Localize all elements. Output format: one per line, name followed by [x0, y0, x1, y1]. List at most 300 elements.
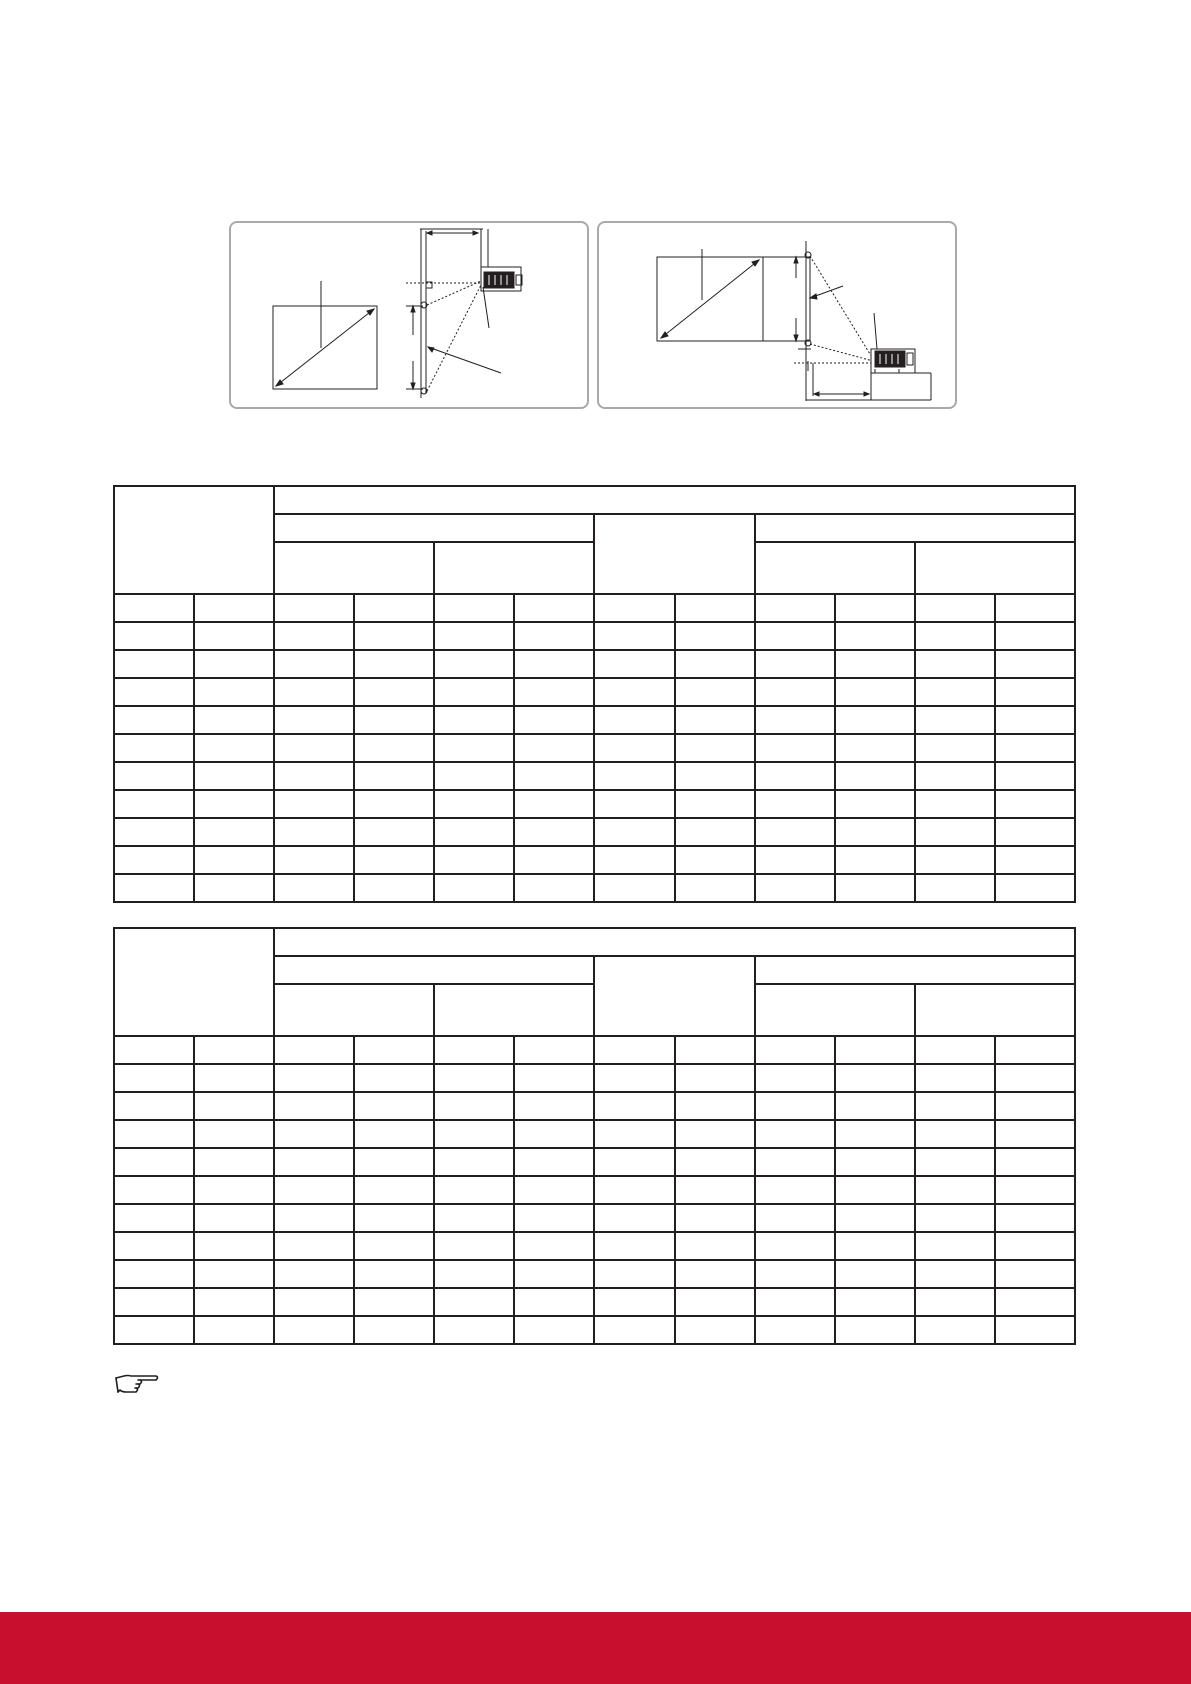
table-row: [114, 1176, 1075, 1204]
table-cell: [995, 1148, 1075, 1176]
table-cell: [995, 1204, 1075, 1232]
table-header-cell: [915, 542, 1075, 594]
table-cell: [354, 1036, 434, 1064]
diagonal-arrow: [276, 309, 374, 386]
table-header-cell: [755, 956, 1075, 984]
table-cell: [594, 1036, 674, 1064]
table-cell: [514, 1232, 594, 1260]
table-cell: [434, 1260, 514, 1288]
table-cell: [915, 706, 995, 734]
table-cell: [594, 1204, 674, 1232]
table-cell: [114, 678, 194, 706]
table-cell: [434, 1120, 514, 1148]
table-cell: [915, 1064, 995, 1092]
table-cell: [114, 1064, 194, 1092]
table-row: [114, 1260, 1075, 1288]
table-cell: [915, 846, 995, 874]
table-cell: [514, 762, 594, 790]
table-cell: [755, 622, 835, 650]
table-cell: [755, 1176, 835, 1204]
table-cell: [114, 846, 194, 874]
table-header-cell: [274, 542, 434, 594]
table-cell: [114, 1232, 194, 1260]
table-cell: [514, 1316, 594, 1344]
table-cell: [514, 594, 594, 622]
table-cell: [995, 1092, 1075, 1120]
table-cell: [675, 622, 755, 650]
table-header-cell: [274, 486, 1075, 514]
table-cell: [835, 1092, 915, 1120]
table-header-cell: [114, 928, 274, 1036]
table-cell: [434, 818, 514, 846]
table-cell: [114, 1148, 194, 1176]
table-cell: [755, 650, 835, 678]
table-cell: [594, 1092, 674, 1120]
table-cell: [995, 1036, 1075, 1064]
table-cell: [755, 874, 835, 902]
table-cell: [675, 1288, 755, 1316]
table-header-cell: [594, 956, 754, 1036]
table-cell: [915, 594, 995, 622]
table-cell: [995, 1176, 1075, 1204]
table-cell: [915, 1260, 995, 1288]
table-cell: [194, 1064, 274, 1092]
table-cell: [354, 1288, 434, 1316]
table-cell: [835, 1120, 915, 1148]
table-cell: [114, 1036, 194, 1064]
table-cell: [594, 1316, 674, 1344]
table-cell: [835, 1176, 915, 1204]
table-cell: [915, 1204, 995, 1232]
table-cell: [594, 1120, 674, 1148]
table-cell: [354, 846, 434, 874]
table-cell: [675, 874, 755, 902]
table-cell: [514, 818, 594, 846]
table-cell: [434, 1288, 514, 1316]
table-row: [114, 734, 1075, 762]
table-cell: [594, 706, 674, 734]
table-cell: [194, 1092, 274, 1120]
table-cell: [835, 594, 915, 622]
table-cell: [274, 1092, 354, 1120]
table-cell: [835, 1316, 915, 1344]
table-row: [114, 1316, 1075, 1344]
table-cell: [915, 1176, 995, 1204]
table-cell: [594, 1260, 674, 1288]
table-cell: [835, 1064, 915, 1092]
table-header-cell: [594, 514, 754, 594]
table-cell: [274, 622, 354, 650]
table-cell: [354, 1260, 434, 1288]
table-cell: [915, 1316, 995, 1344]
table-cell: [434, 678, 514, 706]
table-cell: [995, 874, 1075, 902]
table-cell: [594, 762, 674, 790]
table-cell: [194, 1148, 274, 1176]
table-header-row: [114, 486, 1075, 514]
table-cell: [755, 1316, 835, 1344]
table-cell: [354, 874, 434, 902]
table-cell: [194, 1288, 274, 1316]
table-cell: [114, 650, 194, 678]
table-cell: [274, 818, 354, 846]
table-cell: [434, 1176, 514, 1204]
table-row: [114, 1232, 1075, 1260]
table-header-row: [114, 928, 1075, 956]
table-cell: [915, 734, 995, 762]
table-row: [114, 762, 1075, 790]
table-cell: [514, 1204, 594, 1232]
table-cell: [114, 790, 194, 818]
table-header-cell: [434, 984, 594, 1036]
table-cell: [514, 846, 594, 874]
table-cell: [274, 874, 354, 902]
table-cell: [274, 1288, 354, 1316]
table-header-cell: [274, 928, 1075, 956]
table-cell: [915, 622, 995, 650]
table-cell: [995, 594, 1075, 622]
table-cell: [194, 1260, 274, 1288]
diagonal-arrow: [661, 260, 759, 338]
table-cell: [514, 1288, 594, 1316]
table-row: [114, 706, 1075, 734]
table-cell: [354, 678, 434, 706]
ceiling-mount-illustration: [231, 223, 589, 409]
table-cell: [594, 594, 674, 622]
table-cell: [675, 1176, 755, 1204]
table-cell: [995, 818, 1075, 846]
table-cell: [514, 678, 594, 706]
table-cell: [114, 594, 194, 622]
table-cell: [835, 622, 915, 650]
table-cell: [835, 1204, 915, 1232]
table-cell: [354, 622, 434, 650]
table-cell: [995, 678, 1075, 706]
table-row: [114, 1148, 1075, 1176]
table-header-cell: [755, 514, 1075, 542]
table-cell: [915, 1148, 995, 1176]
table-cell: [995, 846, 1075, 874]
table-cell: [835, 650, 915, 678]
table-cell: [354, 706, 434, 734]
table-cell: [594, 874, 674, 902]
table-cell: [274, 1036, 354, 1064]
table-cell: [675, 1092, 755, 1120]
table-cell: [514, 1176, 594, 1204]
table-cell: [675, 594, 755, 622]
table-cell: [514, 790, 594, 818]
table-cell: [194, 1316, 274, 1344]
table-cell: [274, 1176, 354, 1204]
table-cell: [675, 790, 755, 818]
table-cell: [915, 678, 995, 706]
table-cell: [194, 762, 274, 790]
table-cell: [755, 762, 835, 790]
table-header-cell: [274, 514, 594, 542]
projection-dimensions-table: [113, 485, 1076, 903]
table-cell: [594, 678, 674, 706]
table-row: [114, 594, 1075, 622]
table-cell: [274, 650, 354, 678]
table-cell: [835, 762, 915, 790]
table-cell: [835, 1148, 915, 1176]
table-cell: [755, 1288, 835, 1316]
floor-mount-illustration: [599, 223, 957, 409]
floor-mount-diagram: [597, 221, 957, 409]
table-cell: [594, 734, 674, 762]
table-cell: [675, 678, 755, 706]
table-cell: [835, 1036, 915, 1064]
table-row: [114, 650, 1075, 678]
screen-image-rect: [657, 257, 810, 341]
table-cell: [514, 874, 594, 902]
table-header-cell: [274, 956, 594, 984]
projection-dimensions-table: [113, 927, 1076, 1345]
table-cell: [434, 706, 514, 734]
table-cell: [675, 706, 755, 734]
table-cell: [755, 706, 835, 734]
table-cell: [594, 1148, 674, 1176]
table-cell: [995, 1120, 1075, 1148]
table-cell: [274, 1064, 354, 1092]
table-cell: [434, 650, 514, 678]
table-cell: [835, 1232, 915, 1260]
table-cell: [594, 818, 674, 846]
table-cell: [755, 594, 835, 622]
table-cell: [354, 1092, 434, 1120]
table-header-cell: [755, 984, 915, 1036]
footer-bar: [0, 1612, 1191, 1684]
table-cell: [194, 874, 274, 902]
table-cell: [434, 1316, 514, 1344]
table-cell: [835, 1288, 915, 1316]
table-cell: [514, 1092, 594, 1120]
table-cell: [194, 1036, 274, 1064]
table-cell: [675, 1064, 755, 1092]
table-cell: [194, 678, 274, 706]
table-cell: [675, 1316, 755, 1344]
table-cell: [354, 1120, 434, 1148]
table-cell: [915, 650, 995, 678]
table-row: [114, 1120, 1075, 1148]
table-cell: [354, 594, 434, 622]
table-cell: [354, 1176, 434, 1204]
table-cell: [354, 790, 434, 818]
table-cell: [274, 1120, 354, 1148]
table-cell: [594, 1064, 674, 1092]
table-cell: [675, 1232, 755, 1260]
table-cell: [114, 1120, 194, 1148]
table-cell: [995, 1064, 1075, 1092]
table-cell: [514, 734, 594, 762]
table-cell: [194, 1204, 274, 1232]
table-row: [114, 1064, 1075, 1092]
table-cell: [915, 1120, 995, 1148]
table-cell: [995, 762, 1075, 790]
table-cell: [915, 1232, 995, 1260]
table-cell: [434, 1204, 514, 1232]
table-cell: [274, 706, 354, 734]
table-cell: [835, 790, 915, 818]
table-cell: [755, 1120, 835, 1148]
table-cell: [274, 1316, 354, 1344]
pointing-hand-icon: [114, 1372, 160, 1401]
table-cell: [114, 734, 194, 762]
table-cell: [675, 1120, 755, 1148]
table-cell: [114, 762, 194, 790]
table-cell: [194, 818, 274, 846]
table-cell: [434, 1064, 514, 1092]
table-cell: [755, 1204, 835, 1232]
table-cell: [274, 790, 354, 818]
table-cell: [194, 1120, 274, 1148]
table-cell: [354, 650, 434, 678]
table-row: [114, 1288, 1075, 1316]
table-cell: [434, 622, 514, 650]
table-cell: [354, 1064, 434, 1092]
table-cell: [755, 790, 835, 818]
table-header-cell: [755, 542, 915, 594]
table-header-cell: [274, 984, 434, 1036]
table-cell: [995, 650, 1075, 678]
table-cell: [835, 734, 915, 762]
ceiling-mount-diagram: [229, 221, 589, 409]
table-row: [114, 1092, 1075, 1120]
table-row: [114, 846, 1075, 874]
table-row: [114, 818, 1075, 846]
table-cell: [434, 734, 514, 762]
table-cell: [194, 1176, 274, 1204]
table-header-cell: [114, 486, 274, 594]
table-cell: [915, 1288, 995, 1316]
table-cell: [274, 846, 354, 874]
table-cell: [274, 678, 354, 706]
table-cell: [594, 1176, 674, 1204]
table-cell: [194, 594, 274, 622]
table-cell: [194, 790, 274, 818]
table-cell: [114, 818, 194, 846]
table-cell: [915, 1036, 995, 1064]
table-cell: [594, 622, 674, 650]
table-row: [114, 1204, 1075, 1232]
table-cell: [915, 790, 995, 818]
table-cell: [274, 1232, 354, 1260]
table-cell: [114, 1316, 194, 1344]
table-cell: [675, 846, 755, 874]
table-cell: [755, 1232, 835, 1260]
table-cell: [114, 706, 194, 734]
table-cell: [354, 818, 434, 846]
table-cell: [274, 594, 354, 622]
table-cell: [114, 874, 194, 902]
table-cell: [915, 1092, 995, 1120]
table-cell: [835, 874, 915, 902]
table-cell: [194, 1232, 274, 1260]
table-cell: [274, 762, 354, 790]
table-cell: [675, 734, 755, 762]
table-cell: [835, 706, 915, 734]
table-cell: [274, 1148, 354, 1176]
table-cell: [514, 706, 594, 734]
table-cell: [995, 1288, 1075, 1316]
table-cell: [114, 1288, 194, 1316]
table-header-cell: [434, 542, 594, 594]
table-cell: [675, 1036, 755, 1064]
table-cell: [594, 1232, 674, 1260]
table-cell: [835, 818, 915, 846]
table-cell: [594, 1288, 674, 1316]
table-cell: [675, 650, 755, 678]
table-cell: [995, 790, 1075, 818]
table-cell: [194, 706, 274, 734]
table-cell: [995, 1232, 1075, 1260]
table-row: [114, 790, 1075, 818]
table-cell: [274, 1204, 354, 1232]
table-cell: [835, 1260, 915, 1288]
table-cell: [915, 874, 995, 902]
table-cell: [675, 1260, 755, 1288]
table-cell: [755, 678, 835, 706]
table-cell: [434, 846, 514, 874]
table-cell: [114, 1204, 194, 1232]
table-cell: [755, 846, 835, 874]
table-cell: [274, 734, 354, 762]
table-cell: [915, 762, 995, 790]
table-cell: [755, 1148, 835, 1176]
table-header-cell: [915, 984, 1075, 1036]
table-cell: [194, 734, 274, 762]
table-cell: [194, 650, 274, 678]
table-cell: [514, 650, 594, 678]
table-cell: [434, 1232, 514, 1260]
table-cell: [354, 1204, 434, 1232]
table-row: [114, 874, 1075, 902]
table-cell: [995, 1316, 1075, 1344]
table-cell: [675, 818, 755, 846]
table-cell: [594, 846, 674, 874]
table-cell: [755, 1064, 835, 1092]
table-cell: [434, 594, 514, 622]
table-cell: [274, 1260, 354, 1288]
table-cell: [194, 846, 274, 874]
table-row: [114, 678, 1075, 706]
table-cell: [434, 790, 514, 818]
table-cell: [354, 1148, 434, 1176]
table-cell: [514, 1120, 594, 1148]
table-cell: [354, 1316, 434, 1344]
table-cell: [354, 1232, 434, 1260]
table-cell: [354, 734, 434, 762]
table-cell: [434, 874, 514, 902]
table-cell: [514, 1036, 594, 1064]
table-cell: [434, 1036, 514, 1064]
table-cell: [114, 1092, 194, 1120]
table-cell: [114, 622, 194, 650]
table-cell: [755, 1036, 835, 1064]
table-cell: [755, 1092, 835, 1120]
table-cell: [755, 734, 835, 762]
table-cell: [995, 622, 1075, 650]
table-cell: [434, 1148, 514, 1176]
table-cell: [995, 734, 1075, 762]
table-cell: [434, 1092, 514, 1120]
table-cell: [915, 818, 995, 846]
table-cell: [514, 1064, 594, 1092]
table-cell: [114, 1260, 194, 1288]
table-cell: [434, 762, 514, 790]
table-cell: [354, 762, 434, 790]
table-cell: [514, 1260, 594, 1288]
